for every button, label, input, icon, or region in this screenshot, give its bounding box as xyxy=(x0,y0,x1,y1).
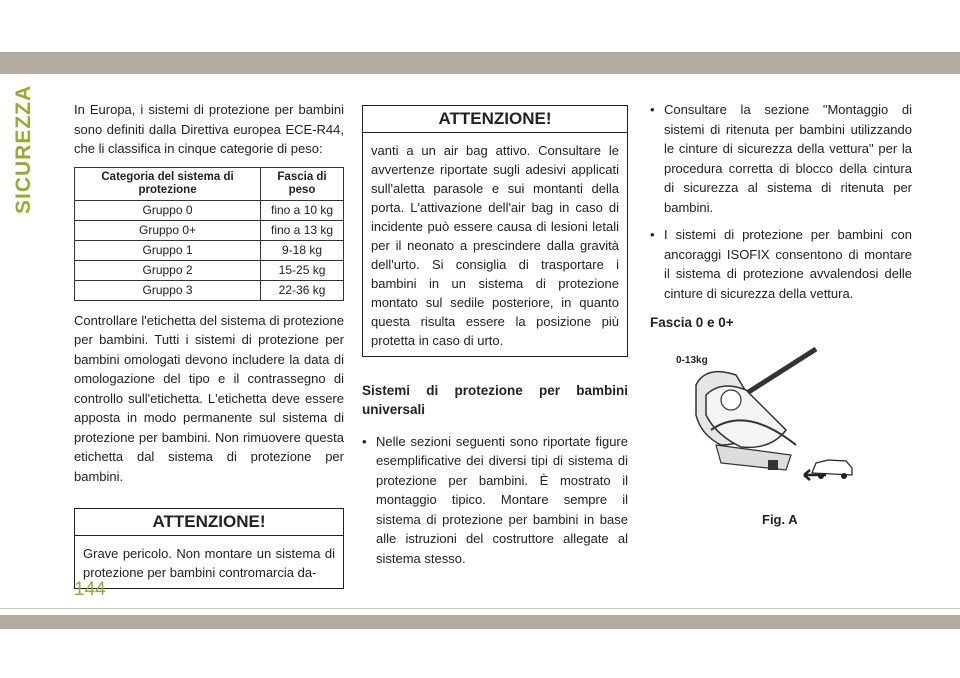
column-3 xyxy=(650,100,912,333)
table-cell: Gruppo 0+ xyxy=(75,220,261,240)
table-cell: Gruppo 3 xyxy=(75,280,261,300)
list-item: • Consultare la sezione "Montaggio di sistemi di ritenuta per bambini utilizzando le cinture di sicurezza della vettura" per la procedura corretta di blocco della cintura di sicurezza al sistema di ritenuta per bambini. xyxy=(650,100,912,217)
seat-base-shape xyxy=(716,445,791,470)
table-header-weight: Fascia di peso xyxy=(261,167,344,200)
table-row xyxy=(75,280,344,300)
table-cell: Gruppo 1 xyxy=(75,240,261,260)
warning-body: Grave pericolo. Non montare un sistema di protezione per bambini contromarcia da- xyxy=(83,545,335,580)
buckle-shape xyxy=(768,460,778,470)
table-header-row xyxy=(75,167,344,200)
intro-paragraph: In Europa, i sistemi di protezione per bambini sono definiti dalla Direttiva europea ECE-R44, che li classifica in cinque categorie di peso: xyxy=(74,102,344,156)
bullet-list xyxy=(650,100,912,303)
page-number: 144 xyxy=(74,579,106,600)
car-icon xyxy=(812,460,852,475)
table-cell: Gruppo 0 xyxy=(75,200,261,220)
footer-band xyxy=(0,615,960,629)
table-row xyxy=(75,240,344,260)
label-paragraph: Controllare l'etichetta del sistema di protezione per bambini. Tutti i sistemi di protezione per bambini omologati devono includere la data di omologazione del tipo e il contrassegno di controllo sull'etichetta. L'etichetta deve essere apposta in modo permanente sul sistema di protezione per bambini. Non rimuovere questa etichetta dal sistema di protezione per bambini. xyxy=(74,312,344,484)
table-cell: 22-36 kg xyxy=(261,280,344,300)
warning-box-continued xyxy=(362,105,628,357)
header-band xyxy=(0,52,960,74)
column-1 xyxy=(74,100,344,589)
column-2 xyxy=(362,105,628,576)
child-seat-illustration xyxy=(676,335,856,495)
list-item: • I sistemi di protezione per bambini con ancoraggi ISOFIX consentono di montare il sistema di protezione avvalendosi delle cinture di sicurezza della vettura. xyxy=(650,225,912,303)
figure-caption: Fig. A xyxy=(762,512,798,527)
list-item: • Nelle sezioni seguenti sono riportate figure esemplificative dei diversi tipi di sistema di protezione per bambini. È mostrato il montaggio tipico. Montare sempre il sistema di protezione per bambini in base alle istruzioni del costruttore allegate al sistema stesso. xyxy=(362,432,628,569)
infant-head-shape xyxy=(721,390,741,410)
subheading: Fascia 0 e 0+ xyxy=(650,315,734,330)
table-cell: 15-25 kg xyxy=(261,260,344,280)
warning-body: vanti a un air bag attivo. Consultare le avvertenze riportate sugli adesivi applicati sull'aletta parasole e sui montanti della porta. L'attivazione dell'air bag in caso di incidente può essere causa di lesioni letali per il neonato a prescindere dalla gravità dell'urto. Si consiglia di trasportare i bambini in un sistema di protezione montato sul sedile posteriore, in quanto questa risulta essere la posizione più protetta in caso di urto. xyxy=(371,142,619,348)
section-side-label: SICUREZZA xyxy=(12,84,35,214)
figure-weight-label: 0-13kg xyxy=(676,355,708,366)
warning-title: ATTENZIONE! xyxy=(363,106,627,133)
warning-title: ATTENZIONE! xyxy=(75,509,343,536)
figure-a-illustration xyxy=(676,335,856,495)
table-cell: fino a 13 kg xyxy=(261,220,344,240)
table-row xyxy=(75,220,344,240)
warning-box xyxy=(74,508,344,589)
table-cell: fino a 10 kg xyxy=(261,200,344,220)
table-cell: 9-18 kg xyxy=(261,240,344,260)
weight-category-table xyxy=(74,167,344,301)
table-header-category: Categoria del sistema di protezione xyxy=(75,167,261,200)
table-row xyxy=(75,200,344,220)
table-row xyxy=(75,260,344,280)
bullet-list xyxy=(362,432,628,569)
footer-divider xyxy=(0,608,960,609)
table-cell: Gruppo 2 xyxy=(75,260,261,280)
section-heading: Sistemi di protezione per bambini universali xyxy=(362,382,628,417)
